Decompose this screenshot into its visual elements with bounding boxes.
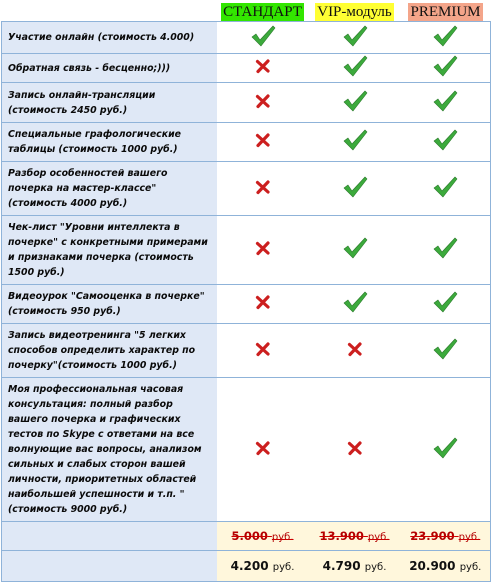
header-standard-label: СТАНДАРТ — [223, 4, 302, 20]
old-price-vip-unit: руб. — [367, 532, 390, 543]
new-price-premium-unit: руб. — [459, 562, 482, 573]
check-icon — [432, 337, 458, 365]
feature-premium-cell — [401, 285, 491, 324]
feature-label: Запись видеотренинга "5 легких способов определить характер по почерку"(стоимость 1000 руб.) — [2, 324, 217, 378]
check-icon — [432, 175, 458, 203]
feature-row — [2, 83, 491, 123]
header-premium-label: PREMIUM — [410, 4, 481, 20]
check-icon — [432, 290, 458, 318]
old-price-premium-amount: 23.900 — [410, 529, 455, 543]
check-icon — [432, 436, 458, 464]
feature-row — [2, 54, 491, 83]
new-price-premium-amount: 20.900 — [409, 559, 456, 573]
feature-standard-cell — [217, 162, 309, 216]
feature-vip-cell — [309, 324, 401, 378]
feature-vip-cell — [309, 123, 401, 162]
feature-row — [2, 378, 491, 522]
old-price-standard — [217, 522, 309, 551]
feature-vip-cell — [309, 162, 401, 216]
cross-icon — [255, 294, 271, 314]
feature-standard-cell — [217, 285, 309, 324]
feature-premium-cell — [401, 162, 491, 216]
cross-icon — [347, 341, 363, 361]
feature-premium-cell — [401, 54, 491, 83]
check-icon — [432, 89, 458, 117]
new-price-standard — [217, 551, 309, 582]
feature-label: Чек-лист "Уровни интеллекта в почерке" с конкретными примерами и признаками почерка (стоимость 1500 руб.) — [2, 216, 217, 285]
feature-premium-cell — [401, 83, 491, 123]
cross-icon — [255, 440, 271, 460]
feature-standard-cell — [217, 216, 309, 285]
new-price-vip-amount: 4.790 — [322, 559, 361, 573]
feature-vip-cell — [309, 22, 401, 54]
header-empty-cell — [2, 1, 217, 22]
old-price-premium — [401, 522, 491, 551]
new-price-vip-unit: руб. — [364, 562, 387, 573]
feature-standard-cell — [217, 324, 309, 378]
check-icon — [432, 128, 458, 156]
feature-premium-cell — [401, 324, 491, 378]
old-price-standard-unit: руб. — [271, 532, 294, 543]
feature-label: Обратная связь - бесценно;))) — [2, 54, 217, 83]
check-icon — [432, 24, 458, 52]
pricing-table — [1, 1, 491, 582]
feature-label: Запись онлайн-трансляции (стоимость 2450 руб.) — [2, 83, 217, 123]
old-price-premium-unit: руб. — [458, 532, 481, 543]
cross-icon — [255, 240, 271, 260]
check-icon — [342, 89, 368, 117]
cross-icon — [255, 93, 271, 113]
check-icon — [432, 54, 458, 82]
check-icon — [342, 290, 368, 318]
feature-row — [2, 22, 491, 54]
header-vip-label: VIP-модуль — [317, 4, 392, 20]
check-icon — [342, 24, 368, 52]
new-price-standard-amount: 4.200 — [230, 559, 269, 573]
header-standard — [217, 1, 309, 22]
feature-row — [2, 216, 491, 285]
old-price-vip — [309, 522, 401, 551]
new-price-premium — [401, 551, 491, 582]
cross-icon — [255, 341, 271, 361]
check-icon — [342, 128, 368, 156]
feature-premium-cell — [401, 22, 491, 54]
feature-premium-cell — [401, 123, 491, 162]
feature-standard-cell — [217, 123, 309, 162]
check-icon — [342, 175, 368, 203]
feature-vip-cell — [309, 285, 401, 324]
feature-vip-cell — [309, 54, 401, 83]
feature-vip-cell — [309, 216, 401, 285]
header-vip — [309, 1, 401, 22]
old-price-label-cell — [2, 522, 217, 551]
new-price-vip — [309, 551, 401, 582]
new-price-row — [2, 551, 491, 582]
feature-label: Видеоурок "Самооценка в почерке" (стоимость 950 руб.) — [2, 285, 217, 324]
check-icon — [342, 54, 368, 82]
check-icon — [342, 236, 368, 264]
cross-icon — [255, 179, 271, 199]
feature-row — [2, 123, 491, 162]
feature-row — [2, 162, 491, 216]
header-premium — [401, 1, 491, 22]
old-price-row — [2, 522, 491, 551]
feature-label: Участие онлайн (стоимость 4.000) — [2, 22, 217, 54]
feature-premium-cell — [401, 378, 491, 522]
cross-icon — [255, 58, 271, 78]
feature-label: Разбор особенностей вашего почерка на мастер-классе"(стоимость 4000 руб.) — [2, 162, 217, 216]
old-price-standard-amount: 5.000 — [231, 529, 268, 543]
feature-label: Специальные графологические таблицы (стоимость 1000 руб.) — [2, 123, 217, 162]
feature-standard-cell — [217, 83, 309, 123]
feature-standard-cell — [217, 22, 309, 54]
feature-standard-cell — [217, 54, 309, 83]
new-price-standard-unit: руб. — [272, 562, 295, 573]
cross-icon — [255, 132, 271, 152]
check-icon — [432, 236, 458, 264]
feature-standard-cell — [217, 378, 309, 522]
feature-vip-cell — [309, 378, 401, 522]
old-price-vip-amount: 13.900 — [319, 529, 364, 543]
feature-row — [2, 324, 491, 378]
cross-icon — [347, 440, 363, 460]
check-icon — [250, 24, 276, 52]
feature-premium-cell — [401, 216, 491, 285]
feature-label: Моя профессиональная часовая консультация: полный разбор вашего почерка и графических тестов по Skype с ответами на все волнующие вас вопросы, анализом сильных и слабых сторон вашей личности, приоритетных областей наибольшей успешности и т.п. "(стоимость 9000 руб.) — [2, 378, 217, 522]
feature-row — [2, 285, 491, 324]
header-row — [2, 1, 491, 22]
new-price-label-cell — [2, 551, 217, 582]
feature-vip-cell — [309, 83, 401, 123]
